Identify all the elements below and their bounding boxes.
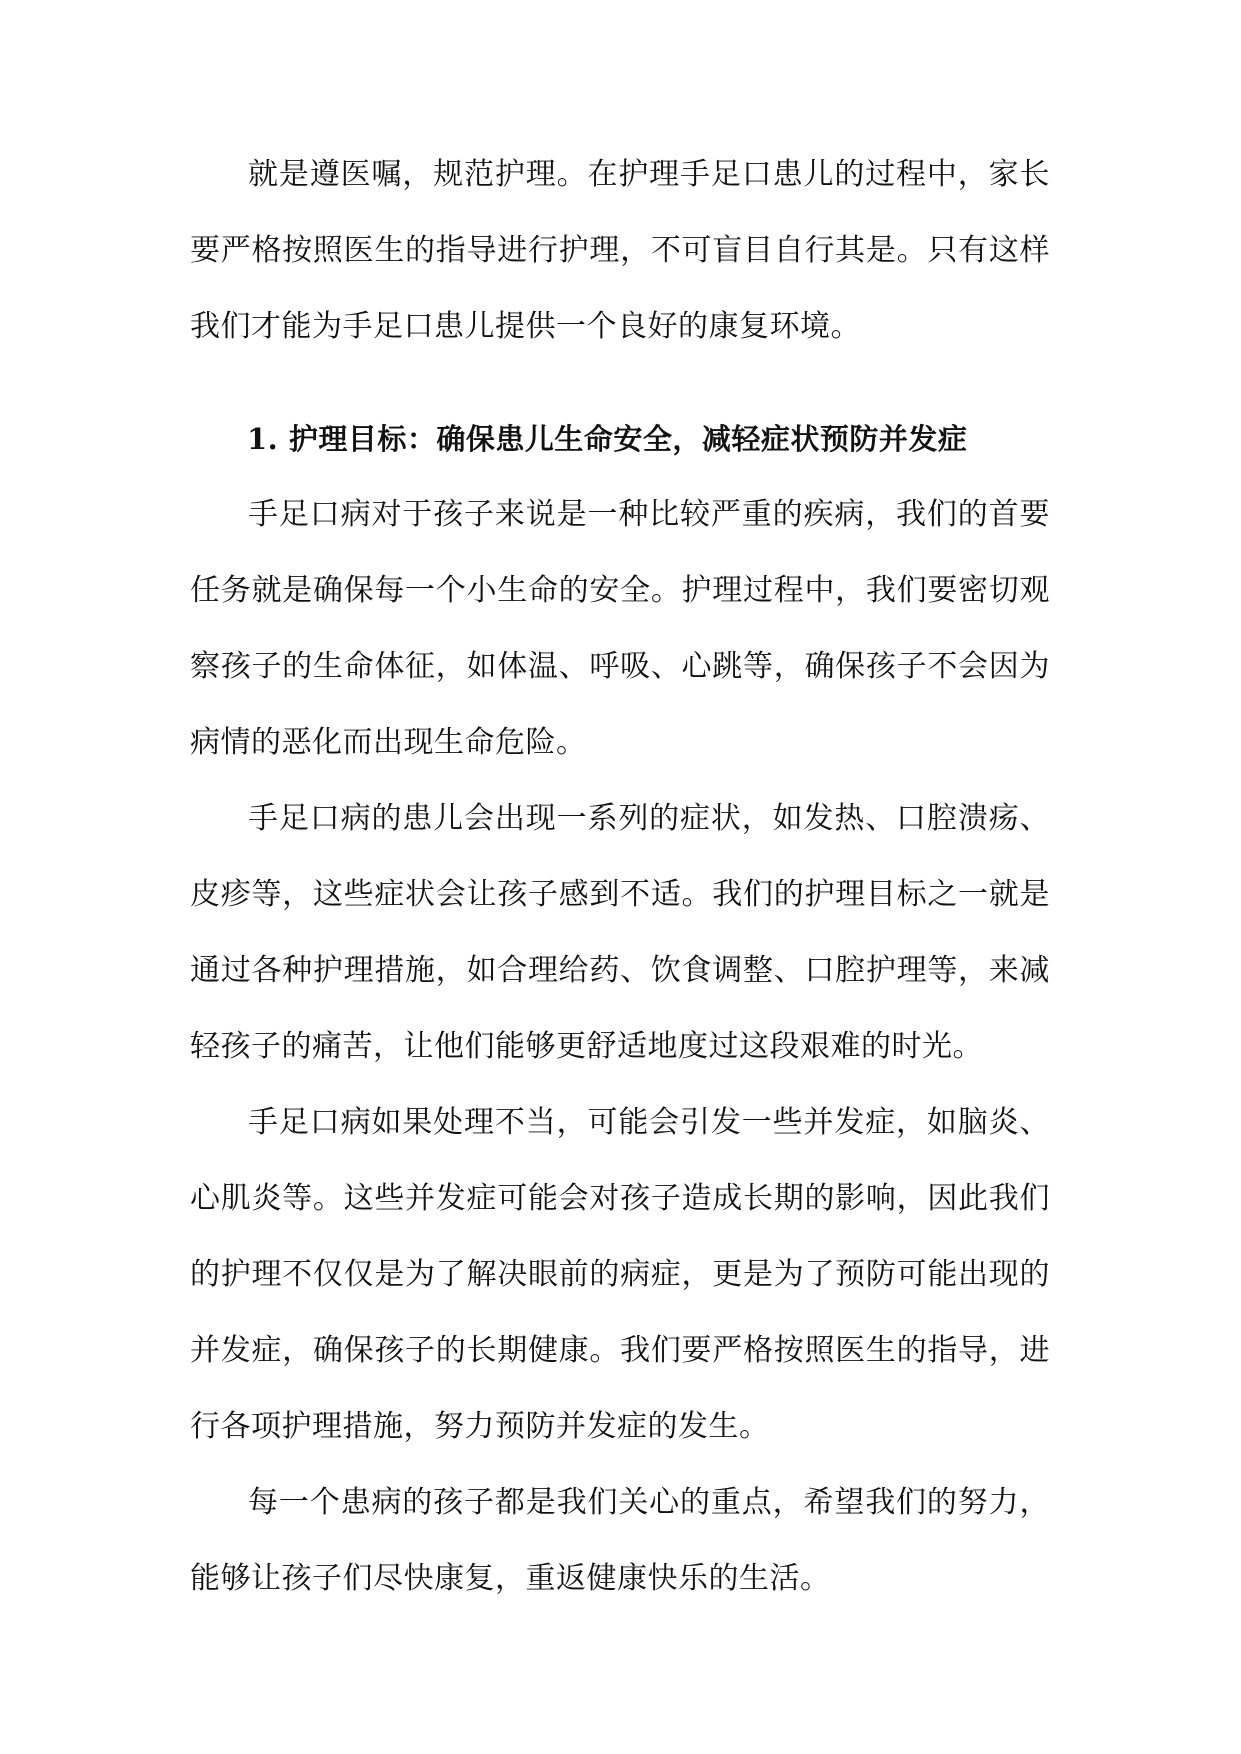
body-paragraph: 每一个患病的孩子都是我们关心的重点，希望我们的努力，能够让孩子们尽快康复，重返健康快乐的生活。 (190, 1485, 1050, 1596)
section-spacer (190, 365, 1050, 401)
document-page (190, 137, 1050, 1617)
body-paragraph: 手足口病的患儿会出现一系列的症状，如发热、口腔溃疡、皮疹等，这些症状会让孩子感到不适。我们的护理目标之一就是通过各种护理措施，如合理给药、饮食调整、口腔护理等，来减轻孩子的痛苦，让他们能够更舒适地度过这段艰难的时光。 (190, 801, 1050, 1064)
body-paragraph: 手足口病如果处理不当，可能会引发一些并发症，如脑炎、心肌炎等。这些并发症可能会对孩子造成长期的影响，因此我们的护理不仅仅是为了解决眼前的病症，更是为了预防可能出现的并发症，确保孩子的长期健康。我们要严格按照医生的指导，进行各项护理措施，努力预防并发症的发生。 (190, 1105, 1050, 1444)
body-paragraph: 手足口病对于孩子来说是一种比较严重的疾病，我们的首要任务就是确保每一个小生命的安全。护理过程中，我们要密切观察孩子的生命体征，如体温、呼吸、心跳等，确保孩子不会因为病情的恶化而出现生命危险。 (190, 497, 1050, 760)
intro-paragraph: 就是遵医嘱，规范护理。在护理手足口患儿的过程中，家长要严格按照医生的指导进行护理，不可盲目自行其是。只有这样我们才能为手足口患儿提供一个良好的康复环境。 (190, 157, 1050, 344)
section-heading: 1. 护理目标：确保患儿生命安全，减轻症状预防并发症 (247, 422, 968, 456)
